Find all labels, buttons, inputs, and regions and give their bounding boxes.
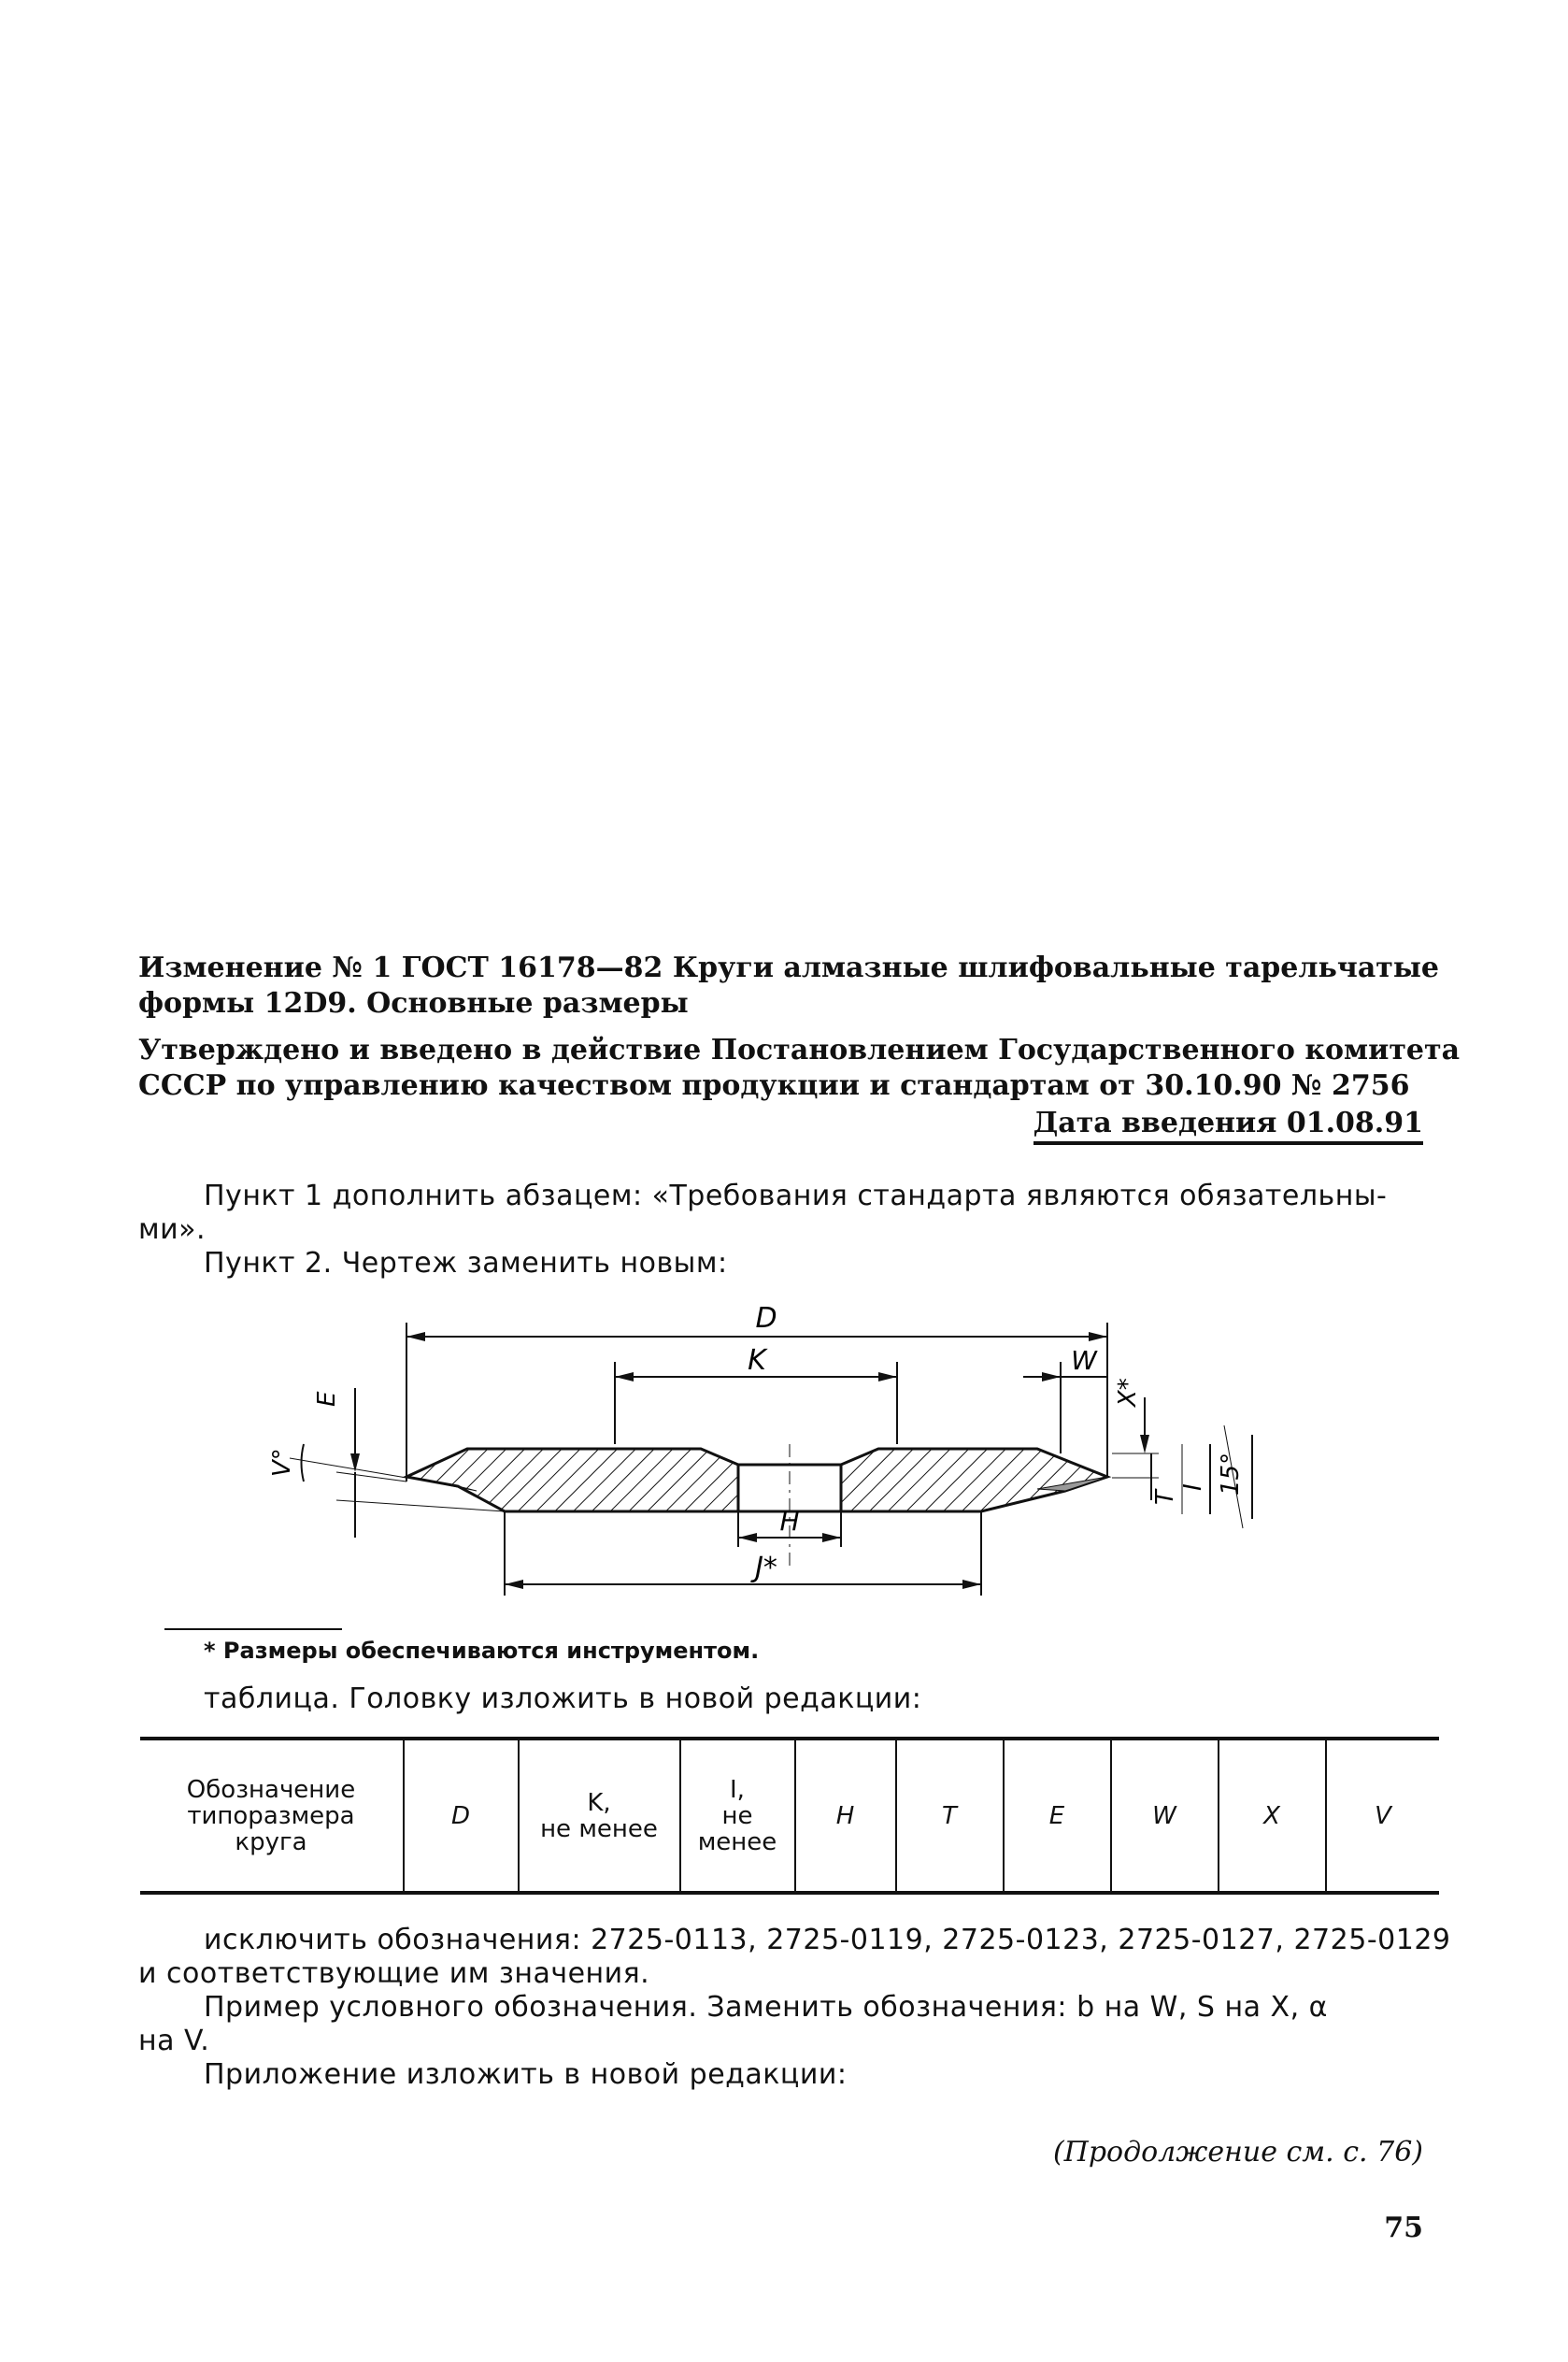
- title-line-2: формы 12D9. Основные размеры: [138, 987, 689, 1020]
- effective-date-text: Дата введения 01.08.91: [1033, 1107, 1423, 1145]
- page-number: 75: [1384, 2212, 1423, 2244]
- table-header-w: W: [1152, 1801, 1176, 1830]
- wheel-section-left: [406, 1449, 738, 1511]
- table-bottom-rule: [140, 1891, 1439, 1895]
- table-header-k: K, не менее: [540, 1788, 658, 1843]
- continued-note: (Продолжение см. с. 76): [1052, 2136, 1423, 2169]
- label-j: J*: [755, 1552, 777, 1584]
- label-angle: 15°: [1217, 1452, 1245, 1496]
- table-header-e: E: [1048, 1801, 1065, 1830]
- label-w: W: [1071, 1345, 1097, 1376]
- exclude-line-2: и соответствующие им значения.: [138, 1957, 650, 1990]
- label-i: I: [1179, 1483, 1207, 1491]
- table-header-h: H: [835, 1801, 855, 1830]
- paragraph-1a: Пункт 1 дополнить абзацем: «Требования стандарта являются обязательны-: [204, 1180, 1388, 1212]
- title-line-1: Изменение № 1 ГОСТ 16178—82 Круги алмазные шлифовальные тарельчатые: [138, 952, 1440, 984]
- wheel-drawing: [268, 1302, 1290, 1603]
- label-x: X*: [1114, 1378, 1142, 1407]
- table-header-x: X: [1263, 1801, 1280, 1830]
- paragraph-1b: ми».: [138, 1213, 207, 1246]
- example-line-2: на V.: [138, 2025, 210, 2057]
- footnote-rule: [164, 1628, 342, 1630]
- table-intro: таблица. Головку изложить в новой редакции:: [204, 1682, 922, 1715]
- approval-line-1: Утверждено и введено в действие Постановлением Государственного комитета: [138, 1034, 1461, 1066]
- effective-date: [1033, 1107, 1423, 1140]
- appendix-line: Приложение изложить в новой редакции:: [204, 2058, 848, 2091]
- label-t: T: [1151, 1490, 1179, 1505]
- label-h: H: [779, 1506, 800, 1537]
- table-header-v: V: [1375, 1801, 1391, 1830]
- label-d: D: [755, 1302, 777, 1335]
- table-header-t: T: [942, 1801, 957, 1830]
- paragraph-2: Пункт 2. Чертеж заменить новым:: [204, 1247, 728, 1280]
- table-header-i: I, не менее: [697, 1775, 777, 1856]
- footnote: * Размеры обеспечиваются инструментом.: [204, 1638, 760, 1664]
- label-v: V°: [268, 1448, 296, 1477]
- table-header-designation: Обозначение типоразмера круга: [186, 1775, 356, 1856]
- label-k: K: [748, 1344, 766, 1377]
- example-line-1: Пример условного обозначения. Заменить обозначения: b на W, S на X, α: [204, 1991, 1328, 2024]
- wheel-section-right: [841, 1449, 1107, 1511]
- approval-line-2: СССР по управлению качеством продукции и стандартам от 30.10.90 № 2756: [138, 1069, 1410, 1102]
- exclude-line-1: исключить обозначения: 2725-0113, 2725-0119, 2725-0123, 2725-0127, 2725-0129: [204, 1924, 1451, 1956]
- label-e: E: [313, 1391, 341, 1407]
- table-header-d: D: [450, 1801, 471, 1830]
